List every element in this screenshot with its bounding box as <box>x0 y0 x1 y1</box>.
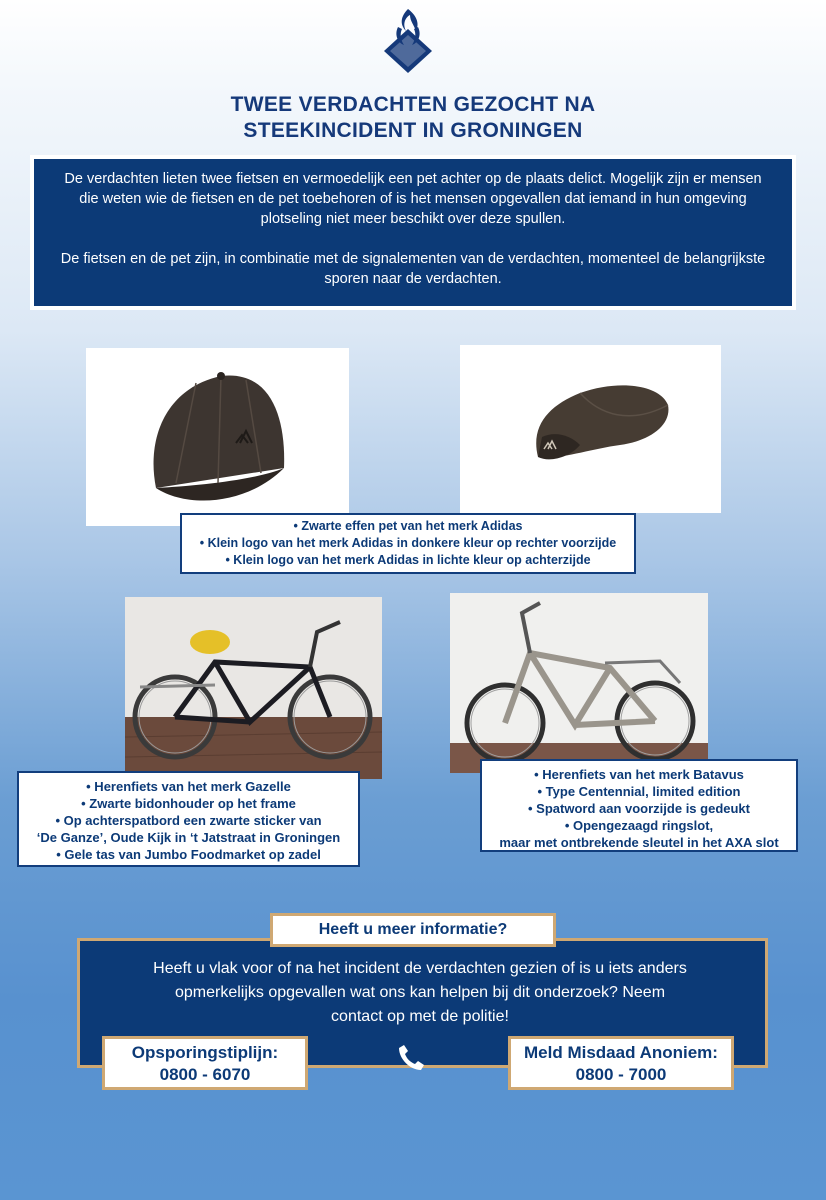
intro-box <box>30 155 796 310</box>
batavus-line-2: • Type Centennial, limited edition <box>537 784 741 799</box>
cap-back-photo <box>460 345 721 513</box>
tipline-number[interactable]: 0800 - 6070 <box>159 1065 251 1084</box>
batavus-line-4: • Opengezaagd ringslot, <box>564 818 714 833</box>
batavus-line-5: maar met ontbrekende sleutel in het AXA slot <box>499 835 779 850</box>
gazelle-line-2: • Zwarte bidonhouder op het frame <box>81 796 296 811</box>
cap-front-photo <box>86 348 349 526</box>
batavus-bike-photo <box>450 593 708 773</box>
cap-line-2: • Klein logo van het merk Adidas in donkere kleur op rechter voorzijde <box>199 536 617 550</box>
gazelle-line-5: • Gele tas van Jumbo Foodmarket op zadel <box>56 847 321 862</box>
batavus-line-3: • Spatword aan voorzijde is gedeukt <box>528 801 750 816</box>
intro-paragraph-2: De fietsen en de pet zijn, in combinatie met de signalementen van de verdachten, momenteel de belangrijkste sporen naar de verdachten. <box>60 251 766 287</box>
gazelle-description-box <box>17 771 360 867</box>
gazelle-bike-photo <box>125 597 382 779</box>
phone-icon <box>396 1042 426 1072</box>
anonymous-box[interactable] <box>508 1036 734 1090</box>
gazelle-line-4: ‘De Ganze’, Oude Kijk in ‘t Jatstraat in Groningen <box>36 830 341 845</box>
gazelle-line-3: • Op achterspatbord een zwarte sticker van <box>55 813 322 828</box>
anonymous-number[interactable]: 0800 - 7000 <box>575 1065 667 1084</box>
anonymous-label: Meld Misdaad Anoniem: <box>524 1043 718 1062</box>
cap-line-1: • Zwarte effen pet van het merk Adidas <box>293 519 523 533</box>
batavus-description-box <box>480 759 798 852</box>
cap-description-box <box>180 513 636 574</box>
contact-text: Heeft u vlak voor of na het incident de verdachten gezien of is u iets anders opmerkelijks opgevallen wat ons kan helpen bij dit onderzoek? Neem contact op met de politie! <box>153 960 687 1025</box>
tipline-label: Opsporingstiplijn: <box>131 1043 279 1062</box>
cap-line-3: • Klein logo van het merk Adidas in lichte kleur op achterzijde <box>225 553 591 567</box>
intro-paragraph-1: De verdachten lieten twee fietsen en vermoedelijk een pet achter op de plaats delict. Mogelijk zijn er mensen die weten wie de fietsen en de pet toebehoren of is het mensen opgevallen dat iemand in hun omgeving plotseling niet meer beschikt over deze spullen. <box>64 171 762 227</box>
contact-header: Heeft u meer informatie? <box>270 913 556 947</box>
batavus-line-1: • Herenfiets van het merk Batavus <box>534 767 744 782</box>
gazelle-line-1: • Herenfiets van het merk Gazelle <box>86 779 291 794</box>
police-logo-icon <box>380 5 436 73</box>
title-line-1: TWEE VERDACHTEN GEZOCHT NA <box>230 93 596 116</box>
page-title <box>140 92 686 144</box>
title-line-2: STEEKINCIDENT IN GRONINGEN <box>243 119 583 142</box>
tipline-box[interactable] <box>102 1036 308 1090</box>
